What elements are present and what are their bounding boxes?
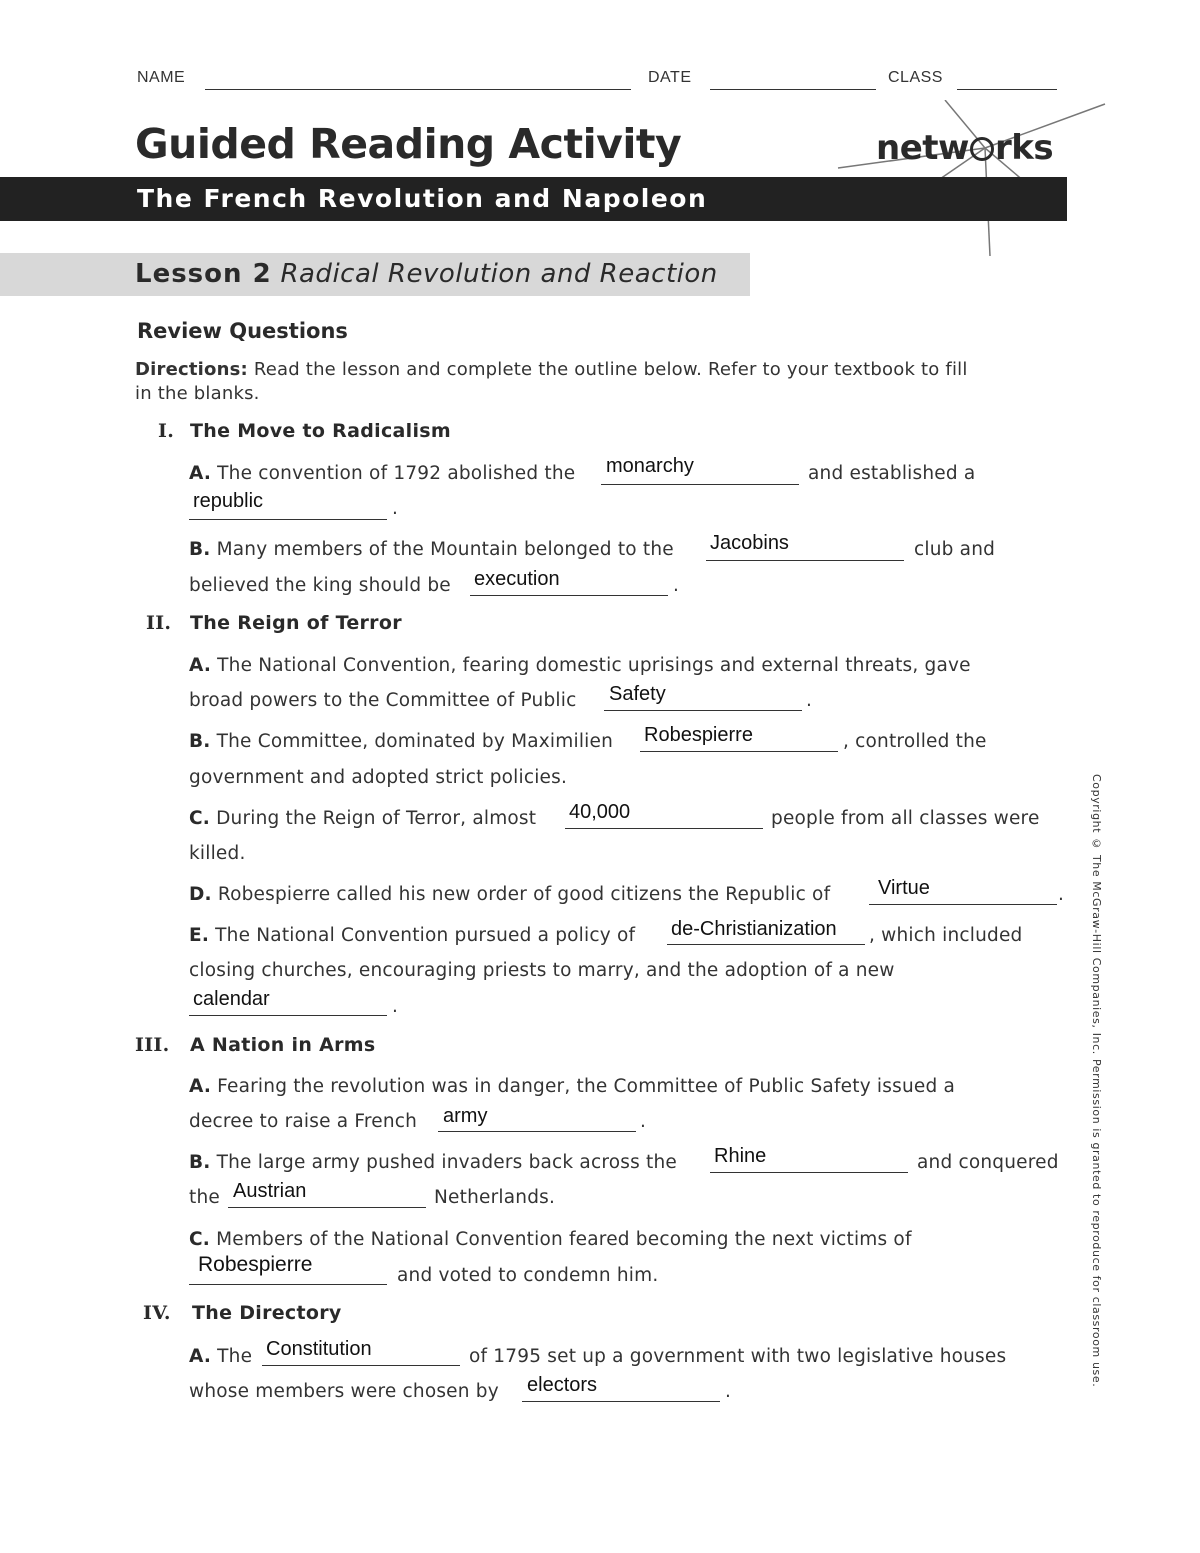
directions-text-cont: in the blanks. bbox=[135, 383, 260, 404]
section-3-number: III. bbox=[135, 1034, 170, 1056]
item-4a-line-2: whose members were chosen by bbox=[189, 1381, 499, 1402]
answer-1a-1: monarchy bbox=[606, 455, 694, 477]
item-3c-line-2: and voted to condemn him. bbox=[397, 1265, 659, 1286]
item-2d-period: . bbox=[1058, 884, 1065, 905]
blank-2a-1[interactable] bbox=[604, 710, 802, 711]
section-2-number: II. bbox=[146, 612, 172, 634]
section-4-number: IV. bbox=[143, 1302, 171, 1324]
answer-3c-1: Robespierre bbox=[198, 1253, 313, 1276]
item-1a-line-1: A. The convention of 1792 abolished the bbox=[189, 463, 576, 484]
date-label: DATE bbox=[648, 69, 692, 86]
section-4-title: The Directory bbox=[192, 1302, 342, 1324]
name-label: NAME bbox=[137, 69, 186, 86]
answer-2e-2: calendar bbox=[193, 988, 270, 1010]
logo-text-start: netw bbox=[876, 128, 969, 168]
class-label: CLASS bbox=[888, 69, 943, 86]
item-1a-line-1-end: and established a bbox=[808, 463, 976, 484]
class-field[interactable] bbox=[957, 89, 1057, 90]
item-2a-line-2: broad powers to the Committee of Public bbox=[189, 690, 577, 711]
item-1b-line-1-end: club and bbox=[914, 539, 996, 560]
answer-3b-1: Rhine bbox=[714, 1145, 767, 1167]
review-questions-heading: Review Questions bbox=[137, 319, 348, 343]
item-1a-period: . bbox=[392, 498, 399, 519]
blank-4a-2[interactable] bbox=[522, 1401, 720, 1402]
item-3a-line-2: decree to raise a French bbox=[189, 1111, 418, 1132]
section-1-title: The Move to Radicalism bbox=[190, 420, 451, 442]
item-3b-line-2-start: the bbox=[189, 1187, 220, 1208]
item-4a-line-1-end: of 1795 set up a government with two legislative houses bbox=[469, 1346, 1007, 1367]
directions bbox=[135, 358, 1065, 406]
blank-2c-1[interactable] bbox=[565, 828, 763, 829]
blank-4a-1[interactable] bbox=[262, 1365, 460, 1366]
blank-2b-1[interactable] bbox=[640, 751, 838, 752]
item-2b-line-2: government and adopted strict policies. bbox=[189, 767, 568, 788]
item-2d-line-1: D. Robespierre called his new order of good citizens the Republic of bbox=[189, 884, 831, 905]
item-3b-line-2-end: Netherlands. bbox=[434, 1187, 556, 1208]
directions-text: Read the lesson and complete the outline below. Refer to your textbook to fill bbox=[247, 359, 968, 380]
section-1-number: I. bbox=[158, 420, 175, 442]
item-2c-line-1-end: people from all classes were bbox=[771, 808, 1040, 829]
item-2c-line-1: C. During the Reign of Terror, almost bbox=[189, 808, 537, 829]
item-2b-line-1: B. The Committee, dominated by Maximilien bbox=[189, 731, 614, 752]
item-4a-line-1-start: A. The bbox=[189, 1346, 253, 1367]
answer-3a-1: army bbox=[443, 1105, 488, 1127]
section-2-title: The Reign of Terror bbox=[190, 612, 402, 634]
item-3c-line-1: C. Members of the National Convention feared becoming the next victims of bbox=[189, 1229, 912, 1250]
item-2c-line-2: killed. bbox=[189, 843, 246, 864]
blank-1a-1[interactable] bbox=[601, 484, 799, 485]
directions-label: Directions: bbox=[135, 359, 248, 380]
item-3a-line-1: A. Fearing the revolution was in danger, the Committee of Public Safety issued a bbox=[189, 1076, 956, 1097]
blank-3c-1[interactable] bbox=[189, 1284, 387, 1285]
answer-3b-2: Austrian bbox=[233, 1180, 307, 1202]
copyright-notice: Copyright © The McGraw-Hill Companies, Inc. Permission is granted to reproduce for classroom use. bbox=[1090, 774, 1103, 1388]
answer-2a-1: Safety bbox=[609, 683, 666, 705]
logo-circle-icon bbox=[970, 137, 994, 161]
answer-2b-1: Robespierre bbox=[644, 724, 753, 746]
answer-2d-1: Virtue bbox=[878, 877, 930, 899]
item-2b-line-1-end: , controlled the bbox=[843, 731, 987, 752]
item-2e-period: . bbox=[392, 996, 399, 1017]
chapter-title: The French Revolution and Napoleon bbox=[137, 184, 708, 213]
answer-2e-1: de-Christianization bbox=[671, 918, 837, 940]
item-2e-line-1: E. The National Convention pursued a policy of bbox=[189, 925, 636, 946]
blank-1b-1[interactable] bbox=[706, 560, 904, 561]
item-2e-line-1-end: , which included bbox=[869, 925, 1023, 946]
page-title: Guided Reading Activity bbox=[135, 120, 682, 168]
item-2a-period: . bbox=[806, 690, 813, 711]
lesson-heading bbox=[135, 259, 718, 289]
item-1b-line-1: B. Many members of the Mountain belonged to the bbox=[189, 539, 674, 560]
item-3b-line-1-end: and conquered bbox=[917, 1152, 1059, 1173]
blank-1b-2[interactable] bbox=[470, 595, 668, 596]
answer-4a-1: Constitution bbox=[266, 1338, 372, 1360]
name-field[interactable] bbox=[205, 89, 631, 90]
lesson-name: Radical Revolution and Reaction bbox=[280, 259, 718, 289]
item-4a-period: . bbox=[725, 1381, 732, 1402]
item-1b-line-2: believed the king should be bbox=[189, 575, 451, 596]
answer-1b-1: Jacobins bbox=[710, 532, 789, 554]
blank-2e-2[interactable] bbox=[189, 1015, 387, 1016]
blank-3a-1[interactable] bbox=[438, 1131, 636, 1132]
item-3b-line-1: B. The large army pushed invaders back across the bbox=[189, 1152, 677, 1173]
date-field[interactable] bbox=[710, 89, 876, 90]
blank-2e-1[interactable] bbox=[667, 944, 865, 945]
blank-1a-2[interactable] bbox=[189, 519, 387, 520]
item-1b-period: . bbox=[673, 575, 680, 596]
answer-1a-2: republic bbox=[193, 490, 264, 512]
lesson-number: Lesson 2 bbox=[135, 259, 272, 289]
answer-4a-2: electors bbox=[527, 1374, 598, 1396]
logo-text-end: rks bbox=[994, 128, 1054, 168]
section-3-title: A Nation in Arms bbox=[190, 1034, 376, 1056]
item-3a-period: . bbox=[640, 1111, 647, 1132]
item-2e-line-2: closing churches, encouraging priests to marry, and the adoption of a new bbox=[189, 960, 895, 981]
answer-2c-1: 40,000 bbox=[569, 801, 631, 823]
answer-1b-2: execution bbox=[474, 568, 560, 590]
blank-2d-1[interactable] bbox=[869, 904, 1057, 905]
blank-3b-2[interactable] bbox=[228, 1207, 426, 1208]
blank-3b-1[interactable] bbox=[710, 1172, 908, 1173]
networks-logo bbox=[876, 128, 1053, 168]
item-2a-line-1: A. The National Convention, fearing domestic uprisings and external threats, gave bbox=[189, 655, 971, 676]
